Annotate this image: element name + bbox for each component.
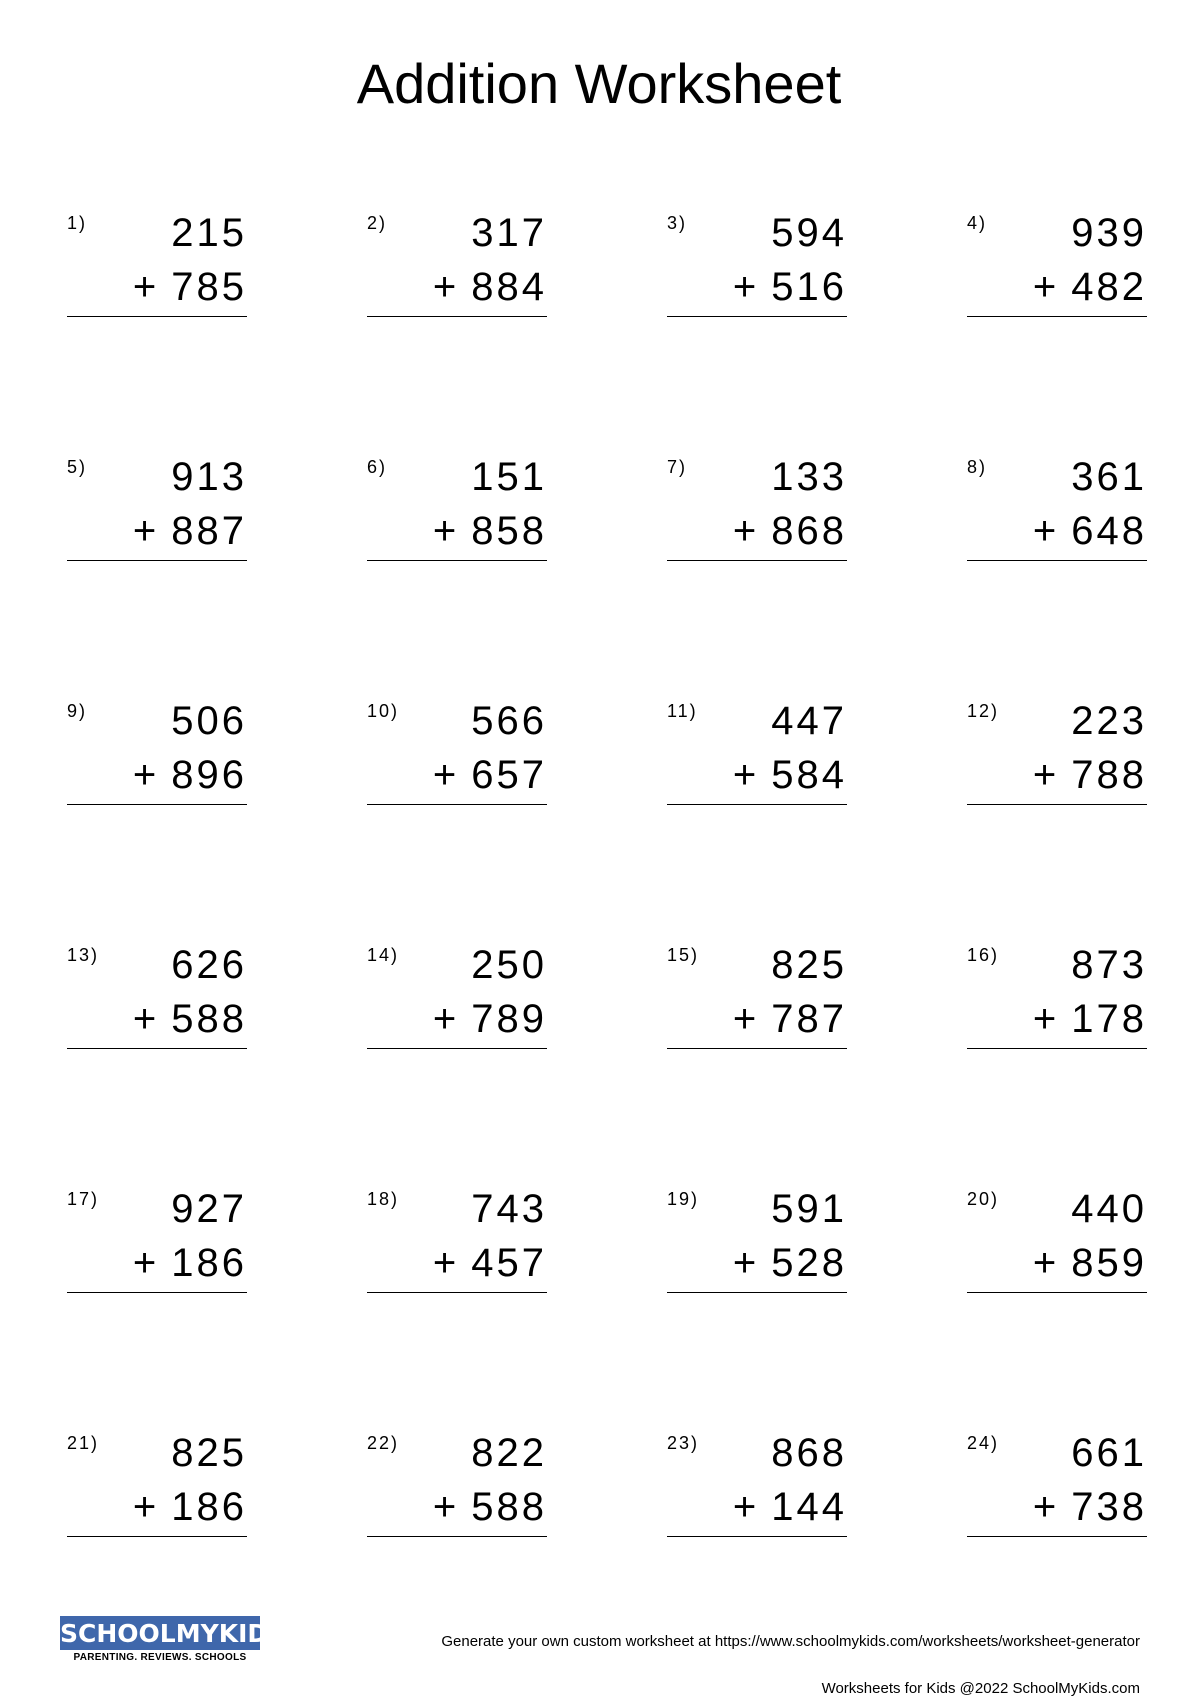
answer-line — [367, 316, 547, 317]
answer-line — [67, 1536, 247, 1537]
problem-16 — [967, 937, 1147, 1057]
addend-bottom: 858 — [471, 509, 547, 553]
addend-bottom: 896 — [171, 753, 247, 797]
problem-number: 20) — [967, 1189, 1000, 1209]
answer-line — [967, 316, 1147, 317]
answer-line — [667, 804, 847, 805]
addend-bottom-row — [733, 1241, 847, 1286]
problem-17 — [67, 1181, 247, 1301]
problem-number: 15) — [667, 945, 700, 965]
problem-22 — [367, 1425, 547, 1545]
answer-line — [967, 560, 1147, 561]
answer-line — [67, 316, 247, 317]
plus-sign: + — [1032, 1241, 1060, 1285]
addend-bottom: 657 — [471, 753, 547, 797]
addend-bottom-row — [733, 753, 847, 798]
addend-bottom: 787 — [771, 997, 847, 1041]
addend-top: 506 — [171, 699, 247, 743]
plus-sign: + — [132, 1241, 160, 1285]
addend-top: 317 — [471, 211, 547, 255]
problem-number: 1) — [67, 213, 88, 233]
addend-bottom-row — [1033, 1485, 1147, 1530]
addend-top: 215 — [171, 211, 247, 255]
plus-sign: + — [132, 265, 160, 309]
addend-top: 626 — [171, 943, 247, 987]
answer-line — [667, 1536, 847, 1537]
problem-number: 12) — [967, 701, 1000, 721]
addend-bottom: 887 — [171, 509, 247, 553]
answer-line — [367, 804, 547, 805]
addend-top: 447 — [771, 699, 847, 743]
answer-line — [667, 1292, 847, 1293]
addend-bottom: 482 — [1071, 265, 1147, 309]
plus-sign: + — [1032, 997, 1060, 1041]
answer-line — [367, 1292, 547, 1293]
problem-12 — [967, 693, 1147, 813]
addend-bottom-row — [433, 997, 547, 1042]
addend-bottom-row — [133, 509, 247, 554]
addend-top: 825 — [171, 1431, 247, 1475]
problem-number: 5) — [67, 457, 88, 477]
addend-bottom: 868 — [771, 509, 847, 553]
answer-line — [667, 560, 847, 561]
answer-line — [667, 316, 847, 317]
addend-bottom: 884 — [471, 265, 547, 309]
plus-sign: + — [732, 997, 760, 1041]
plus-sign: + — [1032, 509, 1060, 553]
problem-number: 24) — [967, 1433, 1000, 1453]
addend-top: 927 — [171, 1187, 247, 1231]
addend-bottom-row — [133, 753, 247, 798]
problem-3 — [667, 205, 847, 325]
plus-sign: + — [732, 1241, 760, 1285]
problem-2 — [367, 205, 547, 325]
plus-sign: + — [732, 265, 760, 309]
addend-bottom: 178 — [1071, 997, 1147, 1041]
problem-number: 23) — [667, 1433, 700, 1453]
addend-bottom-row — [133, 1241, 247, 1286]
footer-copyright: Worksheets for Kids @2022 SchoolMyKids.com — [821, 1680, 1140, 1697]
problem-number: 3) — [667, 213, 688, 233]
addend-top: 661 — [1071, 1431, 1147, 1475]
addend-bottom: 648 — [1071, 509, 1147, 553]
problem-15 — [667, 937, 847, 1057]
schoolmykids-logo — [60, 1616, 287, 1663]
plus-sign: + — [132, 753, 160, 797]
problem-1 — [67, 205, 247, 325]
addend-bottom-row — [433, 753, 547, 798]
addend-bottom: 588 — [171, 997, 247, 1041]
problem-8 — [967, 449, 1147, 569]
addend-top: 361 — [1071, 455, 1147, 499]
problem-9 — [67, 693, 247, 813]
problem-number: 11) — [667, 701, 698, 721]
addend-top: 133 — [771, 455, 847, 499]
plus-sign: + — [1032, 753, 1060, 797]
addend-bottom-row — [1033, 265, 1147, 310]
answer-line — [67, 804, 247, 805]
answer-line — [967, 1292, 1147, 1293]
addend-bottom: 584 — [771, 753, 847, 797]
addend-bottom-row — [133, 265, 247, 310]
plus-sign: + — [732, 1485, 760, 1529]
addend-bottom-row — [1033, 997, 1147, 1042]
addend-top: 250 — [471, 943, 547, 987]
problem-number: 4) — [967, 213, 988, 233]
addend-bottom-row — [433, 265, 547, 310]
plus-sign: + — [432, 753, 460, 797]
addend-bottom: 528 — [771, 1241, 847, 1285]
plus-sign: + — [432, 1241, 460, 1285]
problem-19 — [667, 1181, 847, 1301]
addend-bottom-row — [733, 1485, 847, 1530]
plus-sign: + — [1032, 1485, 1060, 1529]
addend-top: 868 — [771, 1431, 847, 1475]
addend-top: 913 — [171, 455, 247, 499]
footer-generate-text: Generate your own custom worksheet at https://www.schoolmykids.com/worksheets/worksheet-generator — [441, 1633, 1140, 1650]
addend-bottom: 186 — [171, 1485, 247, 1529]
addend-bottom-row — [733, 265, 847, 310]
plus-sign: + — [132, 1485, 160, 1529]
addend-bottom-row — [1033, 509, 1147, 554]
addend-bottom: 738 — [1071, 1485, 1147, 1529]
problem-18 — [367, 1181, 547, 1301]
answer-line — [967, 1048, 1147, 1049]
logo-wordmark: SCHOOLMYKIDS — [60, 1616, 260, 1650]
problem-4 — [967, 205, 1147, 325]
addend-bottom: 588 — [471, 1485, 547, 1529]
addend-top: 151 — [471, 455, 547, 499]
problem-5 — [67, 449, 247, 569]
problem-number: 19) — [667, 1189, 700, 1209]
addend-top: 594 — [771, 211, 847, 255]
answer-line — [667, 1048, 847, 1049]
plus-sign: + — [132, 509, 160, 553]
addend-bottom: 789 — [471, 997, 547, 1041]
addend-bottom-row — [733, 509, 847, 554]
problem-number: 10) — [367, 701, 400, 721]
problem-14 — [367, 937, 547, 1057]
addend-top: 223 — [1071, 699, 1147, 743]
addend-bottom-row — [1033, 1241, 1147, 1286]
problem-number: 13) — [67, 945, 100, 965]
problem-21 — [67, 1425, 247, 1545]
problem-number: 14) — [367, 945, 400, 965]
addend-bottom-row — [433, 509, 547, 554]
answer-line — [67, 560, 247, 561]
problem-7 — [667, 449, 847, 569]
problem-10 — [367, 693, 547, 813]
addend-bottom-row — [433, 1485, 547, 1530]
problem-number: 21) — [67, 1433, 100, 1453]
problem-number: 22) — [367, 1433, 400, 1453]
plus-sign: + — [132, 997, 160, 1041]
addend-top: 566 — [471, 699, 547, 743]
problem-number: 18) — [367, 1189, 400, 1209]
addend-top: 440 — [1071, 1187, 1147, 1231]
problem-13 — [67, 937, 247, 1057]
page-title: Addition Worksheet — [356, 52, 842, 115]
logo-tagline: PARENTING. REVIEWS. SCHOOLS — [73, 1652, 247, 1663]
plus-sign: + — [732, 509, 760, 553]
problem-11 — [667, 693, 847, 813]
answer-line — [367, 1536, 547, 1537]
addend-bottom: 788 — [1071, 753, 1147, 797]
plus-sign: + — [1032, 265, 1060, 309]
plus-sign: + — [732, 753, 760, 797]
addend-bottom-row — [733, 997, 847, 1042]
addend-top: 825 — [771, 943, 847, 987]
answer-line — [967, 1536, 1147, 1537]
addend-bottom: 186 — [171, 1241, 247, 1285]
problem-23 — [667, 1425, 847, 1545]
problem-number: 6) — [367, 457, 388, 477]
answer-line — [67, 1292, 247, 1293]
plus-sign: + — [432, 265, 460, 309]
addend-bottom-row — [133, 997, 247, 1042]
problem-20 — [967, 1181, 1147, 1301]
plus-sign: + — [432, 997, 460, 1041]
answer-line — [967, 804, 1147, 805]
addend-top: 743 — [471, 1187, 547, 1231]
problem-6 — [367, 449, 547, 569]
answer-line — [367, 1048, 547, 1049]
plus-sign: + — [432, 1485, 460, 1529]
problem-number: 9) — [67, 701, 88, 721]
problem-number: 17) — [67, 1189, 100, 1209]
problem-number: 7) — [667, 457, 688, 477]
addend-bottom-row — [133, 1485, 247, 1530]
answer-line — [367, 560, 547, 561]
addend-top: 591 — [771, 1187, 847, 1231]
plus-sign: + — [432, 509, 460, 553]
problem-number: 2) — [367, 213, 388, 233]
problem-24 — [967, 1425, 1147, 1545]
problem-number: 8) — [967, 457, 988, 477]
addend-bottom: 859 — [1071, 1241, 1147, 1285]
addend-top: 873 — [1071, 943, 1147, 987]
addend-bottom: 144 — [771, 1485, 847, 1529]
answer-line — [67, 1048, 247, 1049]
addend-top: 822 — [471, 1431, 547, 1475]
addend-bottom: 785 — [171, 265, 247, 309]
addend-top: 939 — [1071, 211, 1147, 255]
addend-bottom: 457 — [471, 1241, 547, 1285]
addend-bottom: 516 — [771, 265, 847, 309]
problem-number: 16) — [967, 945, 1000, 965]
addend-bottom-row — [433, 1241, 547, 1286]
addend-bottom-row — [1033, 753, 1147, 798]
